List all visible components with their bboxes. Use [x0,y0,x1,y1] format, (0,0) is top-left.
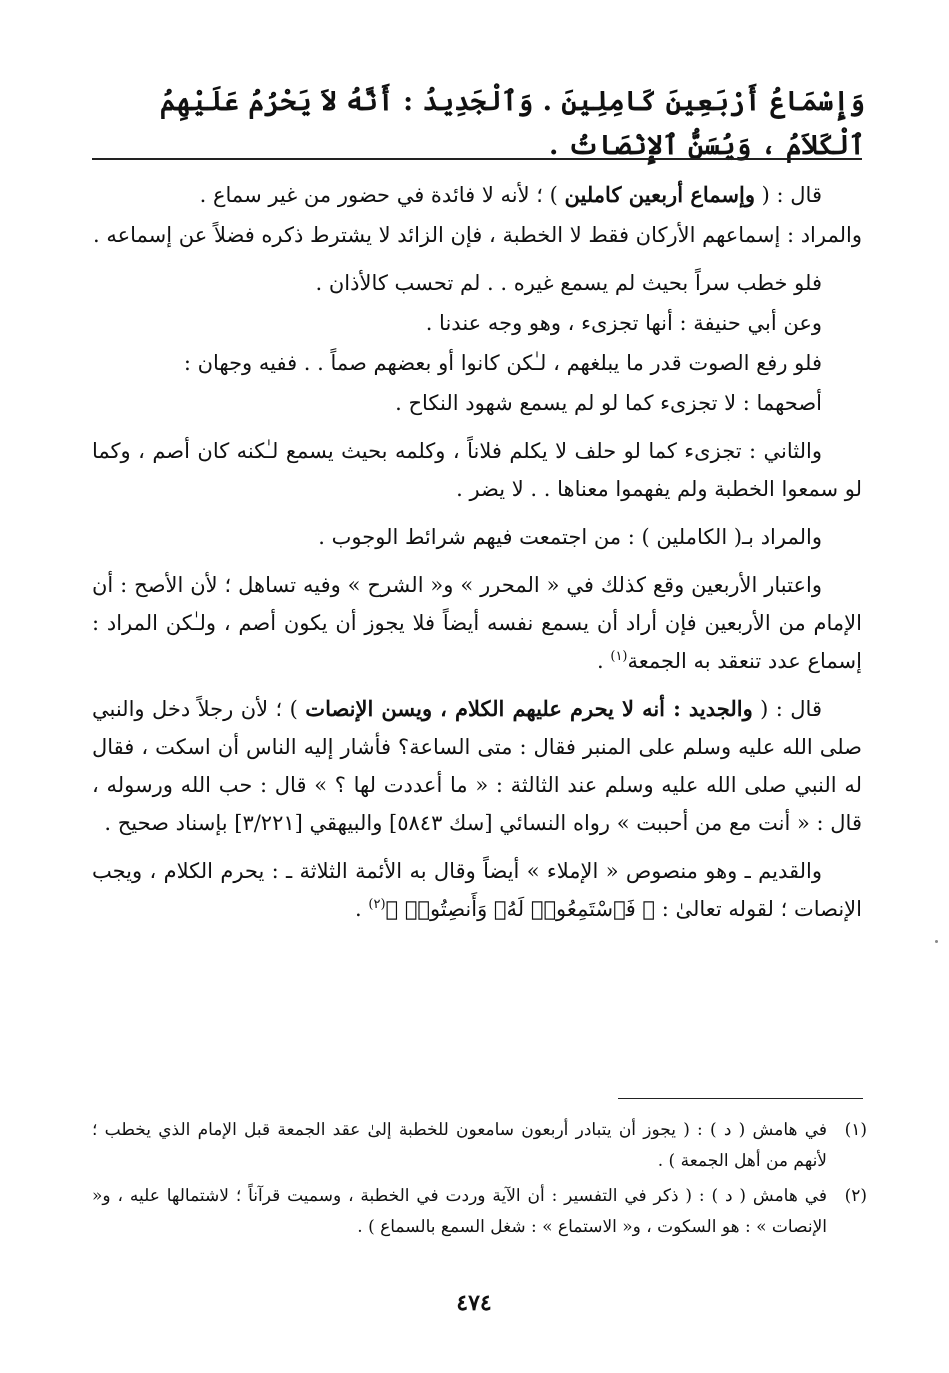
quote-intro: قال : ( [755,183,822,207]
commentary-body [92,176,862,938]
scan-speck [935,940,938,943]
commentary-paragraph: فلو رفع الصوت قدر ما يبلغهم ، لـٰكن كانوا أو بعضهم صماً . . ففيه وجهان : [183,351,822,375]
footnote-item [92,1181,867,1243]
footnote-text: في هامش ( د ) : ( يجوز أن يتبادر أربعون سامعون للخطبة إلىٰ عقد الجمعة قبل الإمام الذي يخطب ؛ لأنهم من أهل الجمعة ) . [92,1120,827,1171]
footnote-number: (٢) [844,1186,867,1206]
commentary-text: والقديم ـ وهو منصوص « الإملاء » أيضاً وقال به الأئمة الثلاثة ـ : يحرم الكلام ، ويجب الإنصات ؛ لقوله تعالىٰ : ﴿ فَٱسْتَمِعُوا۟ لَهُۥ وَأَنصِتُوا۟ ﴾ [92,859,862,921]
commentary-paragraph: وعن أبي حنيفة : أنها تجزىء ، وهو وجه عندنا . [425,311,822,335]
footnote-item [92,1115,867,1177]
footnote-ref[interactable]: (١) [610,649,628,664]
commentary-paragraph: والثاني : تجزىء كما لو حلف لا يكلم فلاناً ، وكلمه بحيث يسمع لـٰكنه كان أصم ، وكما لو سمعوا الخطبة ولم يفهموا معناها . . لا يضر . [92,439,862,501]
commentary-paragraph [92,852,862,928]
commentary-text: واعتبار الأربعين وقع كذلك في « المحرر » و« الشرح » وفيه تساهل ؛ لأن الأصح : أن الإمام من الأربعين فإن أراد أن يسمع نفسه أيضاً فلا يجوز أن يكون أصم ، ولـٰكن المراد : إسماع عدد تنعقد به الجمعة [92,573,862,673]
commentary-paragraph: أصحهما : لا تجزىء كما لو لم يسمع شهود النكاح . [395,391,822,415]
matn-text: وَإِسْمَاعُ أَرْبَعِينَ كَامِلِينَ . وَٱلْجَدِيدُ : أَنَّهُ لاَ يَحْرُمُ عَلَيْهِمُ ٱلْكَلاَمُ ، وَيُسَنُّ ٱلإِنْصَاتُ . [159,86,865,161]
quoted-matn: وإسماع أربعين كاملين [564,182,755,207]
quote-intro: قال : ( [752,697,822,721]
footnote-ref[interactable]: (٢) [368,897,386,912]
commentary-text: ) ؛ لأنه لا فائدة في حضور من غير سماع . [199,183,565,207]
commentary-text: . [355,897,369,921]
commentary-paragraph [92,690,862,842]
commentary-paragraph: والمراد بـ( الكاملين ) : من اجتمعت فيهم شرائط الوجوب . [318,525,822,549]
matn-divider [92,158,862,160]
commentary-paragraph [92,176,862,214]
commentary-text: . [597,649,611,673]
footnotes [92,1115,867,1247]
commentary-text: ) ؛ لأن رجلاً دخل والنبي صلى الله عليه وسلم على المنبر فقال : متى الساعة؟ فأشار إليه الناس أن اسكت ، فقال له النبي صلى الله عليه وسلم عند الثالثة : « ما أعددت لها ؟ » قال : حب الله ورسوله ، قال : « أنت مع من أحببت » رواه النسائي [سك ٥٨٤٣] والبيهقي [٣/٢٢١] بإسناد صحيح . [92,697,862,835]
commentary-paragraph [92,566,862,680]
footnote-number: (١) [844,1120,867,1140]
page-number: ٤٧٤ [456,1290,492,1316]
commentary-paragraph: والمراد : إسماعهم الأركان فقط لا الخطبة ، فإن الزائد لا يشترط ذكره فضلاً عن إسماعه . [92,223,862,247]
footnote-divider [618,1098,863,1099]
quoted-matn: والجديد : أنه لا يحرم عليهم الكلام ، ويسن الإنصات [305,696,753,721]
footnote-text: في هامش ( د ) : ( ذكر في التفسير : أن الآية وردت في الخطبة ، وسميت قرآناً ؛ لاشتمالها عليه ، و« الإنصات » : هو السكوت ، و« الاستماع » : شغل السمع بالسماع ) . [92,1186,827,1237]
commentary-paragraph: فلو خطب سراً بحيث لم يسمع غيره . . لم تحسب كالأذان . [315,271,822,295]
